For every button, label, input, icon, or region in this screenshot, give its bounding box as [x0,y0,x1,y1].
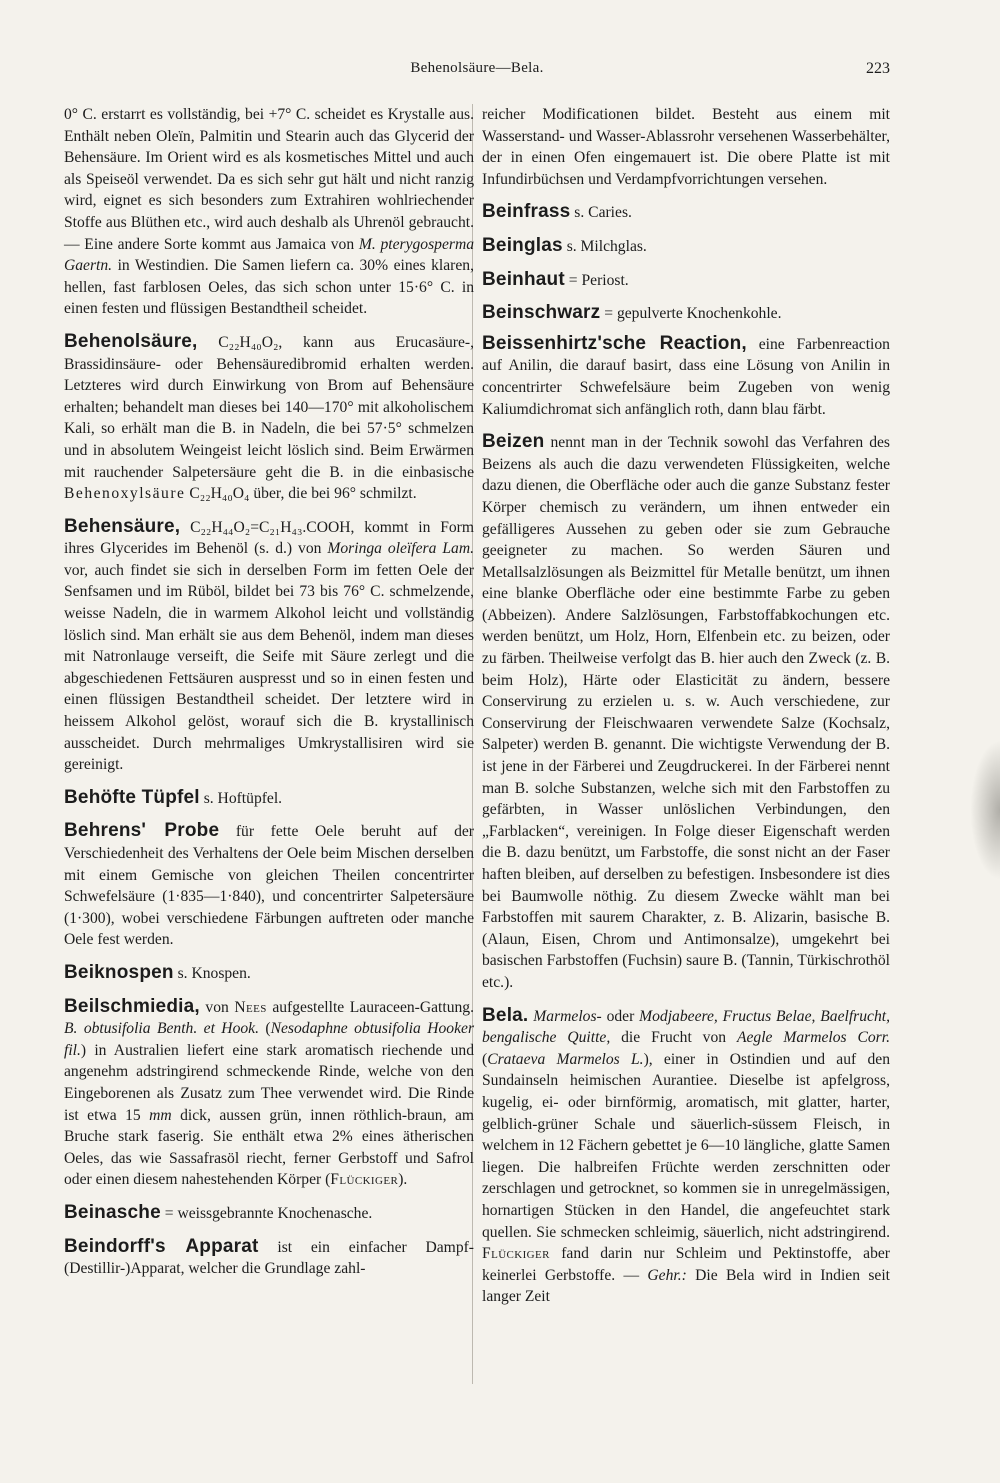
author-name: Flückiger [330,1171,399,1189]
author-name: Flückiger [482,1245,550,1263]
entry-headword: Beinhaut [482,268,565,290]
entry-headword: Behensäure, [64,515,181,537]
entry-headword: Beizen [482,431,545,453]
entry-beinasche: Beinasche = weissgebrannte Knochenasche. [64,1201,373,1223]
page-number: 223 [866,60,890,77]
left-column [64,104,474,1280]
running-title: Behenolsäure—Bela. [410,60,544,76]
entry-beizen: Beizen nennt man in der Technik sowohl das Verfahren des Beizens als auch die dazu verwendeten Flüssigkeiten, welche dazu dienen, die Oberfläche oder auch die ganze Substanz fester Körper chemisch zu verändern, um ihnen entweder ein gefälligeres Aussehen zu geben oder sie zum Gebrauche geeigneter zu machen. So werden Säuren und Metallsalzlösungen als Beizmittel für Metalle benützt, um ihnen eine blanke Oberfläche oder eine bestimmte Farbe zu geben (Abbeizen). Andere Salzlösungen, Farbstoffabkochungen etc. werden benützt, um Holz, Horn, Elfenbein etc. zu beizen, oder zu färben. Theilweise verfolgt das B. hier auch den Zweck (z. B. beim Holz), Härte oder Elasticität zu ändern, bessere Conservirung zu erzielen u. s. w. Auch verschiedene, zur Conservirung der Fleischwaaren verwendete Salze (Kochsalz, Salpeter) werden B. genannt. Die wichtigste Verwendung der B. ist jene in der Färberei und Zeugdruckerei. In der Färberei nennt man B. solche Substanzen, welche sich mit den Farbstoffen zu gefärbten, in Wasser unlöslichen Verbindungen, den „Farblacken“, vereinigen. In Folge dieser Eigenschaft werden die B. dazu benützt, um Farbstoffe, die sonst nicht an der Faser haften bleiben, auf derselben zu befestigen. Insbesondere ist dies bei Baumwolle nöthig. Zu diesem Zwecke wählt man bei Farbstoffen mit saurem Charakter, z. B. Alizarin, basische B. (Alaun, Eisen, Chrom und Antimonsalze), umgekehrt bei basischen Farbstoffen (Fuchsin) saure B. (Tannin, Türkischrothöl etc.). [482,431,890,991]
entry-beinschwarz: Beinschwarz = gepulverte Knochenkohle. [482,302,782,324]
unit: mm [149,1106,172,1124]
entry-continuation-beindorff: reicher Modificationen bildet. Besteht aus einem mit Wasserstand- und Wasser-Ablassrohr versehenen Wasserbehälter, der in einen Ofen eingemauert ist. Die obere Platte ist mit Infundirbüchsen und Verdampfvorrichtungen versehen. [482,106,890,188]
entry-headword: Beissenhirtz'sche Reaction, [482,332,747,354]
entry-headword: Behöfte Tüpfel [64,786,200,808]
species-name: Aegle Marmelos Corr. [736,1029,890,1047]
entry-headword: Beinglas [482,234,563,256]
synonym: Marmelos- [533,1007,602,1025]
species-name: M. pterygosperma Gaertn. [64,235,474,275]
entry-continuation-behenoel: 0° C. erstarrt es vollständig, bei +7° C. scheidet es Krystalle aus. Enthält neben Oleïn, Palmitin und Stearin auch das Glycerid der Behensäure. Im Orient wird es als kosmetisches Mittel und auch als Speiseöl verwendet. Da es sich sehr gut hält und nicht ranzig wird, eignet es sich besonders zum Extrahiren wohlriechender Stoffe aus Blüthen etc., wird auch deshalb als Uhrenöl gebraucht. — Eine andere Sorte kommt aus Jamaica von M. pterygosperma Gaertn. in Westindien. Die Samen liefern ca. 30% eines klaren, hellen, fast farblosen Oeles, das sich schon unter 15·6° C. in einen festen und flüssigen Bestandtheil scheidet. [64,106,474,318]
entry-headword: Behrens' Probe [64,820,220,842]
species-name: Crataeva Marmelos L. [487,1050,644,1068]
entry-headword: Beilschmiedia, [64,995,200,1017]
usage-label: Gehr.: [647,1266,687,1284]
spaced-term: Behenoxylsäure [64,485,186,503]
entry-headword: Beiknospen [64,961,174,983]
entry-headword: Beinschwarz [482,302,601,324]
entry-bela: Bela. Marmelos- oder Modjabeere, Fructus Belae, Baelfrucht, bengalische Quitte, die Frucht von Aegle Marmelos Corr. (Crataeva Marmelos L.), einer in Ostindien und auf den Sundainseln heimischen Aurantiee. Dieselbe ist apfelgross, kugelig, ei- oder birnförmig, aromatisch, mit glatter, harter, gelblich-grüner Schale und säuerlich-süssem Fleisch, in welchem in 12 Fächern gebettet je 6—10 längliche, glatte Samen liegen. Die halbreifen Früchte werden zerschnitten oder zerschlagen und getrocknet, so kommen sie in unregelmässigen, hornartigen Stücken in den Handel, die angefeuchtet stark quellen. Sie schmecken schleimig, säuerlich, nicht adstringirend. Flückiger fand darin nur Schleim und Pektinstoffe, aber keinerlei Gerbstoffe. — Gehr.: Die Bela wird in Indien seit langer Zeit [482,1004,891,1306]
page-edge-shadow [970,740,1000,880]
entry-headword: Bela. [482,1004,529,1026]
entry-beinhaut: Beinhaut = Periost. [482,268,629,290]
entry-beinglas: Beinglas s. Milchglas. [482,234,647,256]
entry-beissenhirtz-reaction: Beissenhirtz'sche Reaction, eine Farbenreaction auf Anilin, die darauf basirt, dass eine Lösung von Anilin in concentrirter Schwefelsäure beim Zugeben von wenig Kaliumdichromat sich anfänglich roth, dann blau färbt. [482,332,890,418]
synonym: Modjabeere, Fructus Belae, Baelfrucht, bengalische Quitte, [482,1007,890,1047]
entry-behrens-probe: Behrens' Probe für fette Oele beruht auf der Verschiedenheit des Verhaltens der Oele beim Mischen derselben mit einem Gemische von gleichen Theilen concentrirter Schwefelsäure (1·835—1·840), und concentrirter Salpetersäure (1·300), wobei verschiedene Färbungen auftreten oder manche Oele fest werden. [64,820,474,949]
entry-beindorffs-apparat: Beindorff's Apparat ist ein einfacher Dampf-(Destillir-)Apparat, welcher die Grundlage zahl- [64,1235,474,1278]
entry-beiknospen: Beiknospen s. Knospen. [64,961,251,983]
species-name: Moringa oleïfera Lam. [327,540,475,558]
right-column [482,104,890,1308]
entry-beinfrass: Beinfrass s. Caries. [482,201,632,223]
entry-headword: Beinfrass [482,201,571,223]
species-name: Nesodaphne obtusifolia Hooker fil. [64,1020,475,1059]
author-name: Nees [234,998,267,1016]
entry-behensaeure: Behensäure, C₂₂H₄₄O₂=C₂₁H₄₃.COOH, kommt in Form ihres Glycerides im Behenöl (s. d.) von Moringa oleïfera Lam. vor, auch findet sie sich in derselben Form im fetten Oele der Senfsamen und im Rüböl, bildet bei 73 bis 76° C. schmelzende, weisse Nadeln, die in warmem Alkohol leicht und vollständig löslich sind. Man erhält sie aus dem Behenöl, indem man dieses mit Natronlauge verseift, die Seife mit Säure zerlegt und die abgeschiedenen Fettsäuren auspresst und so in einen festen und einen flüssigen Bestandtheil scheidet. Der letztere wird in heissem Alkohol gelöst, worauf sich die B. krystallinisch ausscheidet. Durch mehrmaliges Umkrystallisiren wird sie gereinigt. [64,515,475,774]
entry-headword: Beindorff's Apparat [64,1235,259,1257]
page-header [64,60,890,84]
species-name: B. obtusifolia Benth. et Hook. [64,1020,259,1038]
entry-beilschmiedia: Beilschmiedia, von Nees aufgestellte Lauraceen-Gattung. B. obtusifolia Benth. et Hook. (Nesodaphne obtusifolia Hooker fil.) in Australien liefert eine stark aromatisch riechende und angenehm adstringirend schmeckende Rinde, welche von den Eingeborenen als Zusatz zum Thee verwendet wird. Die Rinde ist etwa 15 mm dick, aussen grün, innen röthlich-braun, am Bruche stark faserig. Sie enthält etwa 2% eines ätherischen Oeles, das wie Sassafrasöl riecht, ferner Gerbstoff und Safrol oder einen diesem nahestehenden Körper (Flückiger). [64,995,475,1189]
entry-headword: Behenolsäure, [64,330,198,352]
entry-behoefte-tuepfel: Behöfte Tüpfel s. Hoftüpfel. [64,786,283,808]
entry-behenolsaeure: Behenolsäure, C₂₂H₄₀O₂, kann aus Erucasäure-, Brassidinsäure- oder Behensäuredibromid erhalten werden. Letzteres wird durch Einwirkung von Brom auf Behensäure erhalten; behandelt man dieses bei 140—170° mit alkoholischem Kali, so erhält man die B. in Nadeln, die bei 57·5° schmelzen und in absolutem Weingeist leicht löslich sind. Beim Erwärmen mit rauchender Salpetersäure geht die B. in die einbasische Behenoxylsäure C₂₂H₄₀O₄ über, die bei 96° schmilzt. [64,330,474,503]
entry-headword: Beinasche [64,1201,161,1223]
